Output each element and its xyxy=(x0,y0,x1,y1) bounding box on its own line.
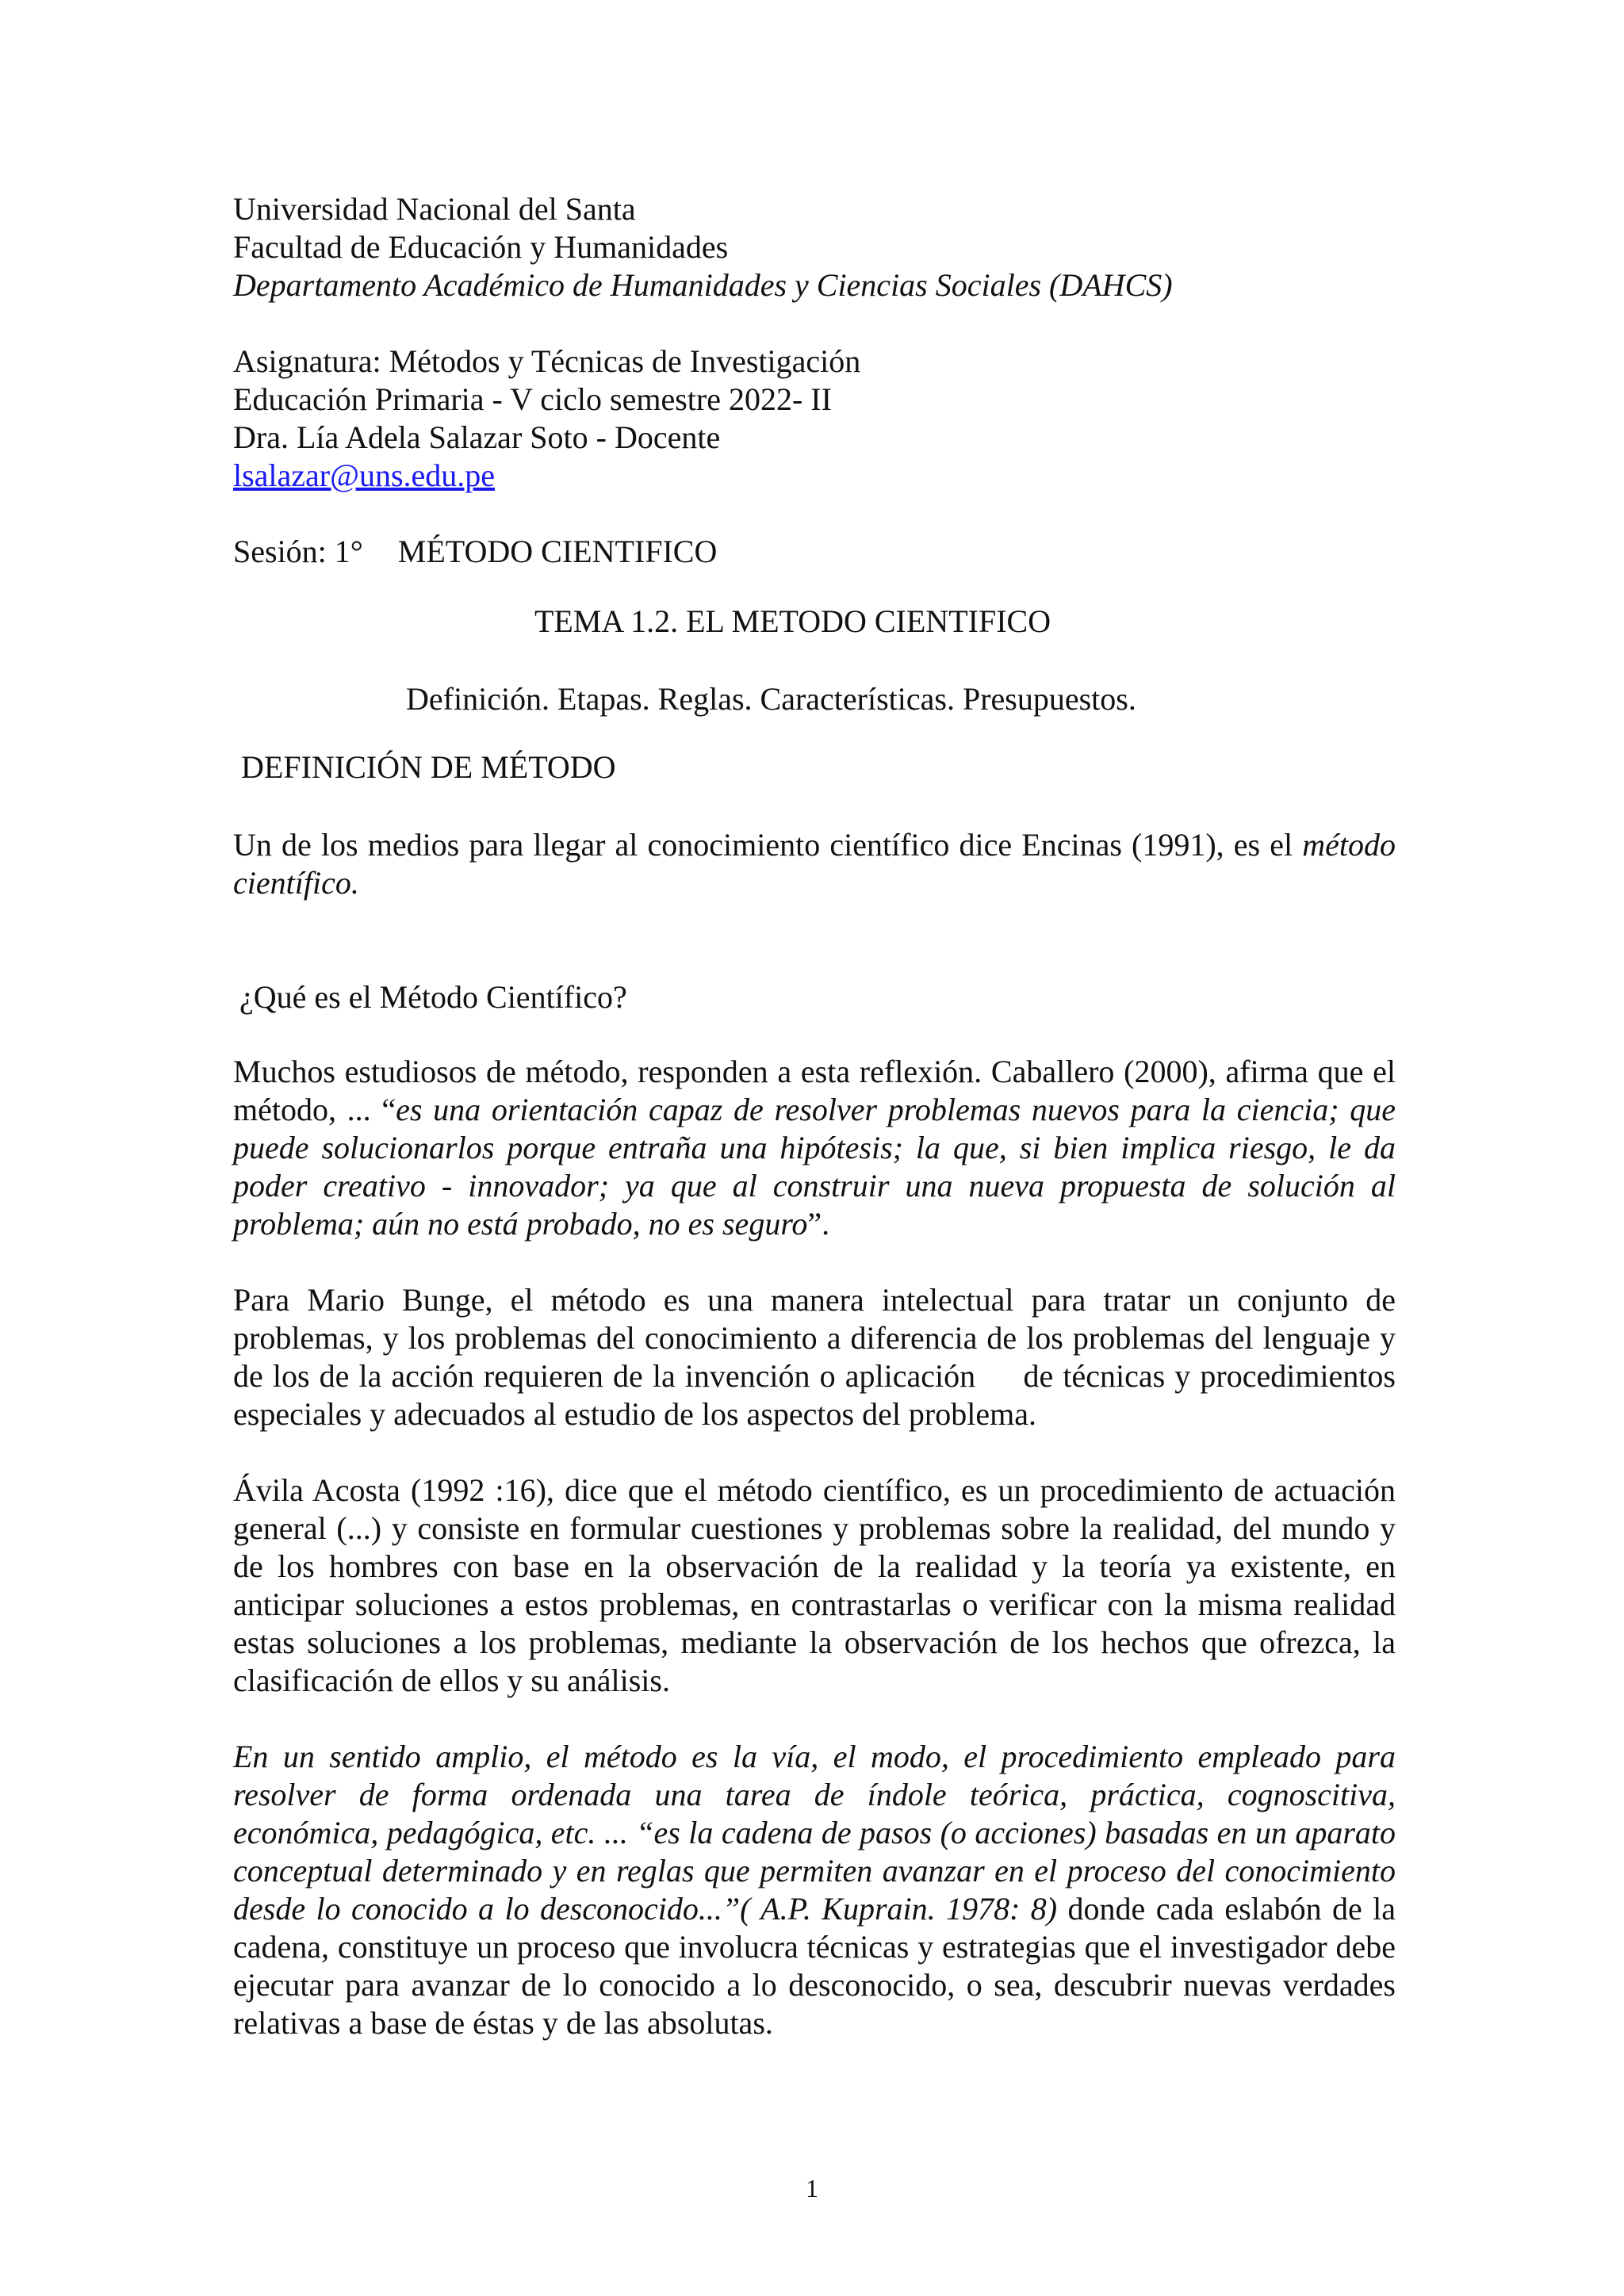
header-block xyxy=(233,190,1396,304)
faculty-name: Facultad de Educación y Humanidades xyxy=(233,229,729,265)
course-teacher: Dra. Lía Adela Salazar Soto - Docente xyxy=(233,419,721,455)
department-name: Departamento Académico de Humanidades y Ciencias Sociales (DAHCS) xyxy=(233,267,1173,303)
session-label: Sesión: 1° xyxy=(233,534,363,569)
university-name: Universidad Nacional del Santa xyxy=(233,191,636,227)
intro-italic: método científico. xyxy=(233,827,1396,901)
caballero-lead: Muchos estudiosos de método, responden a esta reflexión. Caballero (2000), afirma que el método, ... “ xyxy=(233,1054,1396,1127)
course-program: Educación Primaria - V ciclo semestre 2022- II xyxy=(233,381,832,417)
topic-title: TEMA 1.2. EL METODO CIENTIFICO xyxy=(534,603,1051,639)
caballero-paragraph xyxy=(233,1053,1396,1243)
topic-subtopics: Definición. Etapas. Reglas. Características. Presupuestos. xyxy=(406,681,1136,717)
intro-paragraph xyxy=(233,826,1396,902)
section-heading: DEFINICIÓN DE MÉTODO xyxy=(241,749,616,785)
question-heading: ¿Qué es el Método Científico? xyxy=(239,979,627,1015)
page-number: 1 xyxy=(806,2174,818,2202)
avila-text: Ávila Acosta (1992 :16), dice que el método científico, es un procedimiento de actuación general (...) y consiste en formular cuestiones y problemas sobre la realidad, del mundo y de los hombres con base en la observación de la realidad y la teoría ya existente, en anticipar soluciones a estos problemas, en contrastarlas o verificar con la misma realidad estas soluciones a los problemas, mediante la observación de los hechos que ofrezca, la clasificación de ellos y su análisis. xyxy=(233,1472,1396,1698)
caballero-tail: ”. xyxy=(807,1206,830,1242)
caballero-quote: es una orientación capaz de resolver problemas nuevos para la ciencia; que puede solucionarlos porque entraña una hipótesis; la que, si bien implica riesgo, le da poder creativo - innovador; ya que al construir una nueva propuesta de solución al problema; aún no está probado, no es seguro xyxy=(233,1092,1396,1242)
session-title: MÉTODO CIENTIFICO xyxy=(397,534,718,569)
bunge-text: Para Mario Bunge, el método es una manera intelectual para tratar un conjunto de problemas, y los problemas del conocimiento a diferencia de los problemas del lenguaje y de los de la acción requieren de la invención o aplicación de técnicas y procedimientos especiales y adecuados al estudio de los aspectos del problema. xyxy=(233,1282,1404,1432)
kuprain-regular: donde cada eslabón de la cadena, constituye un proceso que involucra técnicas y estrategias que el investigador debe ejecutar para avanzar de lo conocido a lo desconocido, o sea, descubrir nuevas verdades relativas a base de éstas y de las absolutas. xyxy=(233,1891,1396,2041)
kuprain-italic: En un sentido amplio, el método es la vía, el modo, el procedimiento empleado para resolver de forma ordenada una tarea de índole teórica, práctica, cognoscitiva, económica, pedagógica, etc. ... “es la cadena de pasos (o acciones) basadas en un aparato conceptual determinado y en reglas que permiten avanzar en el proceso del conocimiento desde lo conocido a lo desconocido...”( A.P. Kuprain. 1978: 8) xyxy=(233,1739,1396,1927)
kuprain-paragraph xyxy=(233,1738,1396,2042)
course-subject: Asignatura: Métodos y Técnicas de Investigación xyxy=(233,343,861,379)
bunge-paragraph xyxy=(233,1281,1404,1433)
teacher-email-link[interactable]: lsalazar@uns.edu.pe xyxy=(233,457,496,493)
document-body xyxy=(233,190,1404,2042)
intro-text: Un de los medios para llegar al conocimiento científico dice Encinas (1991), es el xyxy=(233,827,1293,863)
session-line xyxy=(233,533,1396,571)
course-info-block xyxy=(233,342,1396,495)
avila-paragraph xyxy=(233,1471,1396,1700)
